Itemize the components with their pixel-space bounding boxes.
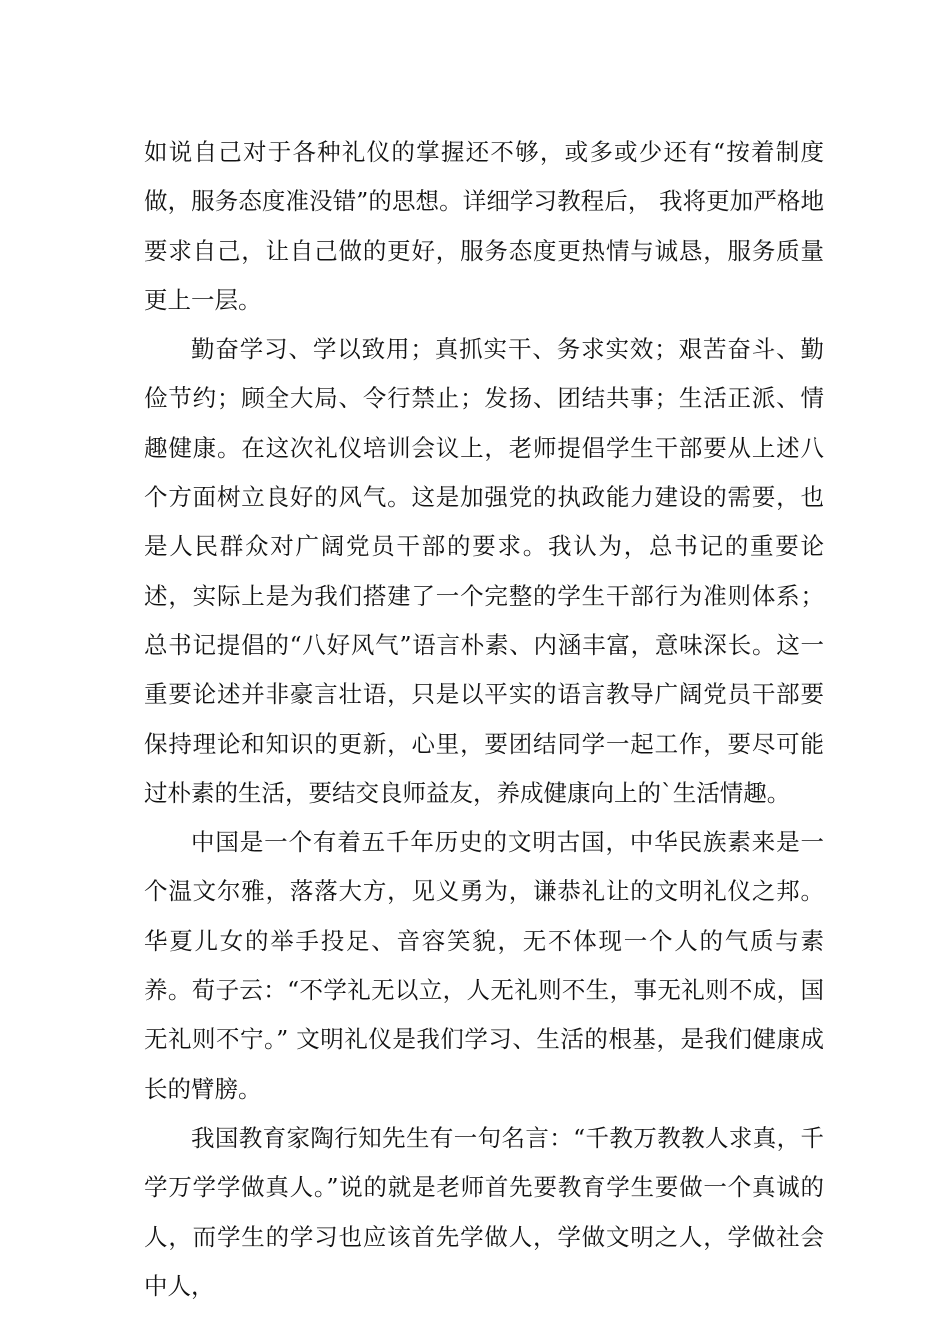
paragraph-1: 如说自己对于各种礼仪的掌握还不够，或多或少还有“按着制度做，服务态度准没错”的思想。详细学习教程后， 我将更加严格地要求自己，让自己做的更好，服务态度更热情与诚恳，服务质量更上一层。 bbox=[144, 138, 824, 314]
paragraph-4: 我国教育家陶行知先生有一句名言：“千教万教教人求真，千学万学学做真人。”说的就是老师首先要教育学生要做一个真诚的人，而学生的学习也应该首先学做人，学做文明之人，学做社会中人， bbox=[144, 1123, 824, 1300]
paragraph-3: 中国是一个有着五千年历史的文明古国，中华民族素来是一个温文尔雅，落落大方，见义勇为，谦恭礼让的文明礼仪之邦。华夏儿女的举手投足、音容笑貌，无不体现一个人的气质与素养。荀子云：“不学礼无以立，人无礼则不生，事无礼则不成，国无礼则不宁。” 文明礼仪是我们学习、生活的根基，是我们健康成长的臂膀。 bbox=[144, 828, 824, 1103]
document-body bbox=[144, 128, 824, 1311]
paragraph-2: 勤奋学习、学以致用；真抓实干、务求实效；艰苦奋斗、勤俭节约；顾全大局、令行禁止；发扬、团结共事；生活正派、情趣健康。在这次礼仪培训会议上，老师提倡学生干部要从上述八个方面树立良好的风气。这是加强党的执政能力建设的需要，也是人民群众对广阔党员干部的要求。我认为，总书记的重要论述，实际上是为我们搭建了一个完整的学生干部行为准则体系；总书记提倡的“八好风气”语言朴素、内涵丰富，意味深长。这一重要论述并非豪言壮语，只是以平实的语言教导广阔党员干部要保持理论和知识的更新，心里，要团结同学一起工作，要尽可能过朴素的生活，要结交良师益友，养成健康向上的`生活情趣。 bbox=[144, 335, 824, 807]
